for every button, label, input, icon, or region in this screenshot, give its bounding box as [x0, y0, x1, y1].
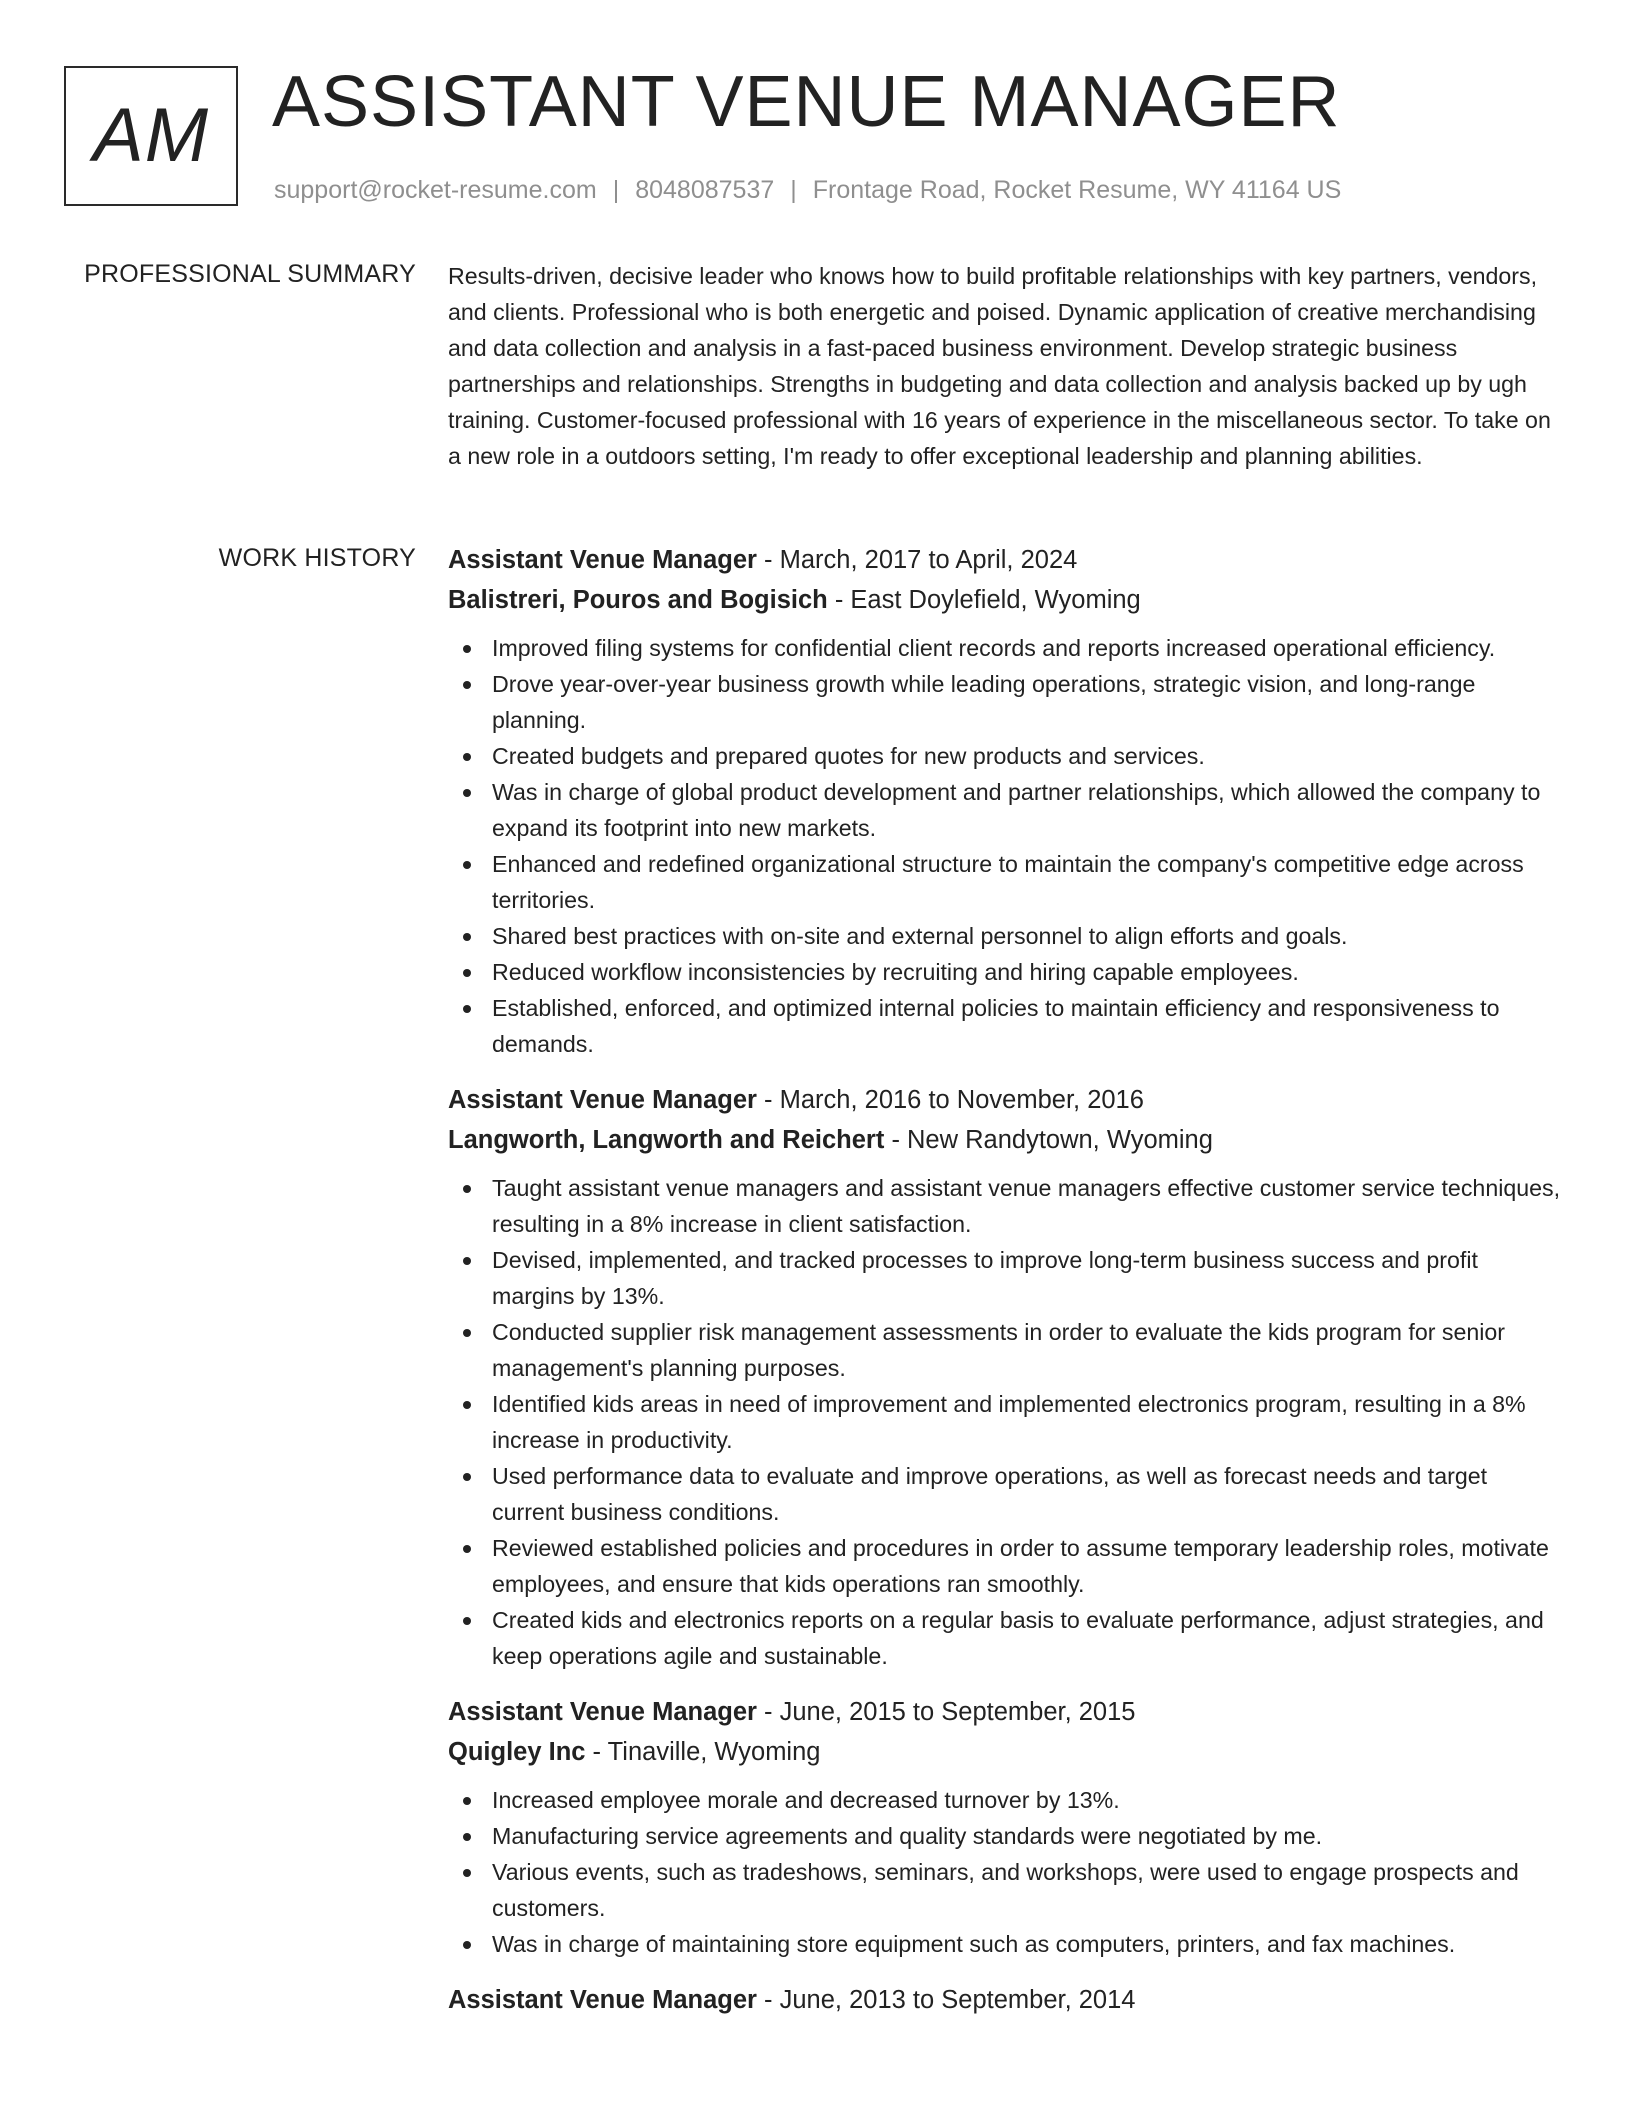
job-title-line — [448, 1692, 1564, 1732]
job-bullet-item: Reduced workflow inconsistencies by recruiting and hiring capable employees. — [448, 954, 1564, 990]
job-title-line — [448, 1080, 1564, 1120]
job-bullet-item: Identified kids areas in need of improvement and implemented electronics program, resulting in a 8% increase in productivity. — [448, 1386, 1564, 1458]
job-title: Assistant Venue Manager — [448, 1698, 757, 1726]
job-title: Assistant Venue Manager — [448, 1986, 757, 2014]
contact-separator: | — [790, 176, 797, 204]
job-bullet-item: Drove year-over-year business growth while leading operations, strategic vision, and long-range planning. — [448, 666, 1564, 738]
monogram-initials: AM — [93, 93, 209, 178]
summary-body — [448, 258, 1564, 474]
job-entry — [448, 1080, 1564, 1674]
job-title: Assistant Venue Manager — [448, 546, 757, 574]
job-bullet-item: Reviewed established policies and procedures in order to assume temporary leadership roles, motivate employees, and ensure that kids operations ran smoothly. — [448, 1530, 1564, 1602]
job-bullet-item: Created budgets and prepared quotes for new products and services. — [448, 738, 1564, 774]
job-entry — [448, 540, 1564, 1062]
contact-separator: | — [612, 176, 620, 204]
job-bullet-list — [448, 1782, 1564, 1962]
job-entry — [448, 1692, 1564, 1962]
section-heading-summary: PROFESSIONAL SUMMARY — [84, 260, 416, 288]
job-bullet-list — [448, 630, 1564, 1062]
job-bullet-item: Manufacturing service agreements and quality standards were negotiated by me. — [448, 1818, 1564, 1854]
job-bullet-item: Shared best practices with on-site and external personnel to align efforts and goals. — [448, 918, 1564, 954]
job-dates: - March, 2017 to April, 2024 — [764, 546, 1078, 574]
job-bullet-item: Created kids and electronics reports on a regular basis to evaluate performance, adjust strategies, and keep operations agile and sustainable. — [448, 1602, 1564, 1674]
job-title-line — [448, 1980, 1564, 2020]
resume-title: ASSISTANT VENUE MANAGER — [272, 62, 1341, 142]
job-dates: - June, 2013 to September, 2014 — [764, 1986, 1136, 2014]
job-company-line — [448, 1120, 1564, 1160]
job-bullet-item: Various events, such as tradeshows, seminars, and workshops, were used to engage prospects and customers. — [448, 1854, 1564, 1926]
job-location: - New Randytown, Wyoming — [891, 1126, 1213, 1154]
job-title: Assistant Venue Manager — [448, 1086, 757, 1114]
job-location: - East Doylefield, Wyoming — [834, 586, 1141, 614]
job-bullet-item: Was in charge of global product development and partner relationships, which allowed the company to expand its footprint into new markets. — [448, 774, 1564, 846]
job-bullet-item: Taught assistant venue managers and assistant venue managers effective customer service techniques, resulting in a 8% increase in client satisfaction. — [448, 1170, 1564, 1242]
contact-phone[interactable]: 8048087537 — [635, 176, 775, 204]
job-location: - Tinaville, Wyoming — [592, 1738, 821, 1766]
job-bullet-item: Improved filing systems for confidential client records and reports increased operational efficiency. — [448, 630, 1564, 666]
section-heading-work-history: WORK HISTORY — [218, 544, 416, 572]
job-entry — [448, 1980, 1564, 2020]
summary-text: Results-driven, decisive leader who knows how to build profitable relationships with key partners, vendors, and clients. Professional who is both energetic and poised. Dynamic application of creative merchandising and data collection and analysis in a fast-paced business environment. Develop strategic business partnerships and relationships. Strengths in budgeting and data collection and analysis backed up by ugh training. Customer-focused professional with 16 years of experience in the miscellaneous sector. To take on a new role in a outdoors setting, I'm ready to offer exceptional leadership and planning abilities. — [448, 263, 1551, 469]
job-dates: - March, 2016 to November, 2016 — [764, 1086, 1144, 1114]
job-title-line — [448, 540, 1564, 580]
job-bullet-item: Established, enforced, and optimized internal policies to maintain efficiency and responsiveness to demands. — [448, 990, 1564, 1062]
job-company: Quigley Inc — [448, 1738, 586, 1766]
job-company: Langworth, Langworth and Reichert — [448, 1126, 885, 1154]
monogram-box — [64, 66, 238, 206]
job-bullet-list — [448, 1170, 1564, 1674]
job-bullet-item: Conducted supplier risk management assessments in order to evaluate the kids program for senior management's planning purposes. — [448, 1314, 1564, 1386]
contact-email[interactable]: support@rocket-resume.com — [274, 176, 597, 204]
job-bullet-item: Used performance data to evaluate and improve operations, as well as forecast needs and target current business conditions. — [448, 1458, 1564, 1530]
job-company-line — [448, 580, 1564, 620]
job-company: Balistreri, Pouros and Bogisich — [448, 586, 828, 614]
job-bullet-item: Enhanced and redefined organizational structure to maintain the company's competitive edge across territories. — [448, 846, 1564, 918]
contact-address: Frontage Road, Rocket Resume, WY 41164 US — [812, 176, 1342, 204]
work-history-body — [448, 540, 1564, 2038]
contact-line — [274, 174, 1341, 206]
job-bullet-item: Devised, implemented, and tracked processes to improve long-term business success and profit margins by 13%. — [448, 1242, 1564, 1314]
job-company-line — [448, 1732, 1564, 1772]
job-dates: - June, 2015 to September, 2015 — [764, 1698, 1136, 1726]
job-bullet-item: Increased employee morale and decreased turnover by 13%. — [448, 1782, 1564, 1818]
job-bullet-item: Was in charge of maintaining store equipment such as computers, printers, and fax machines. — [448, 1926, 1564, 1962]
